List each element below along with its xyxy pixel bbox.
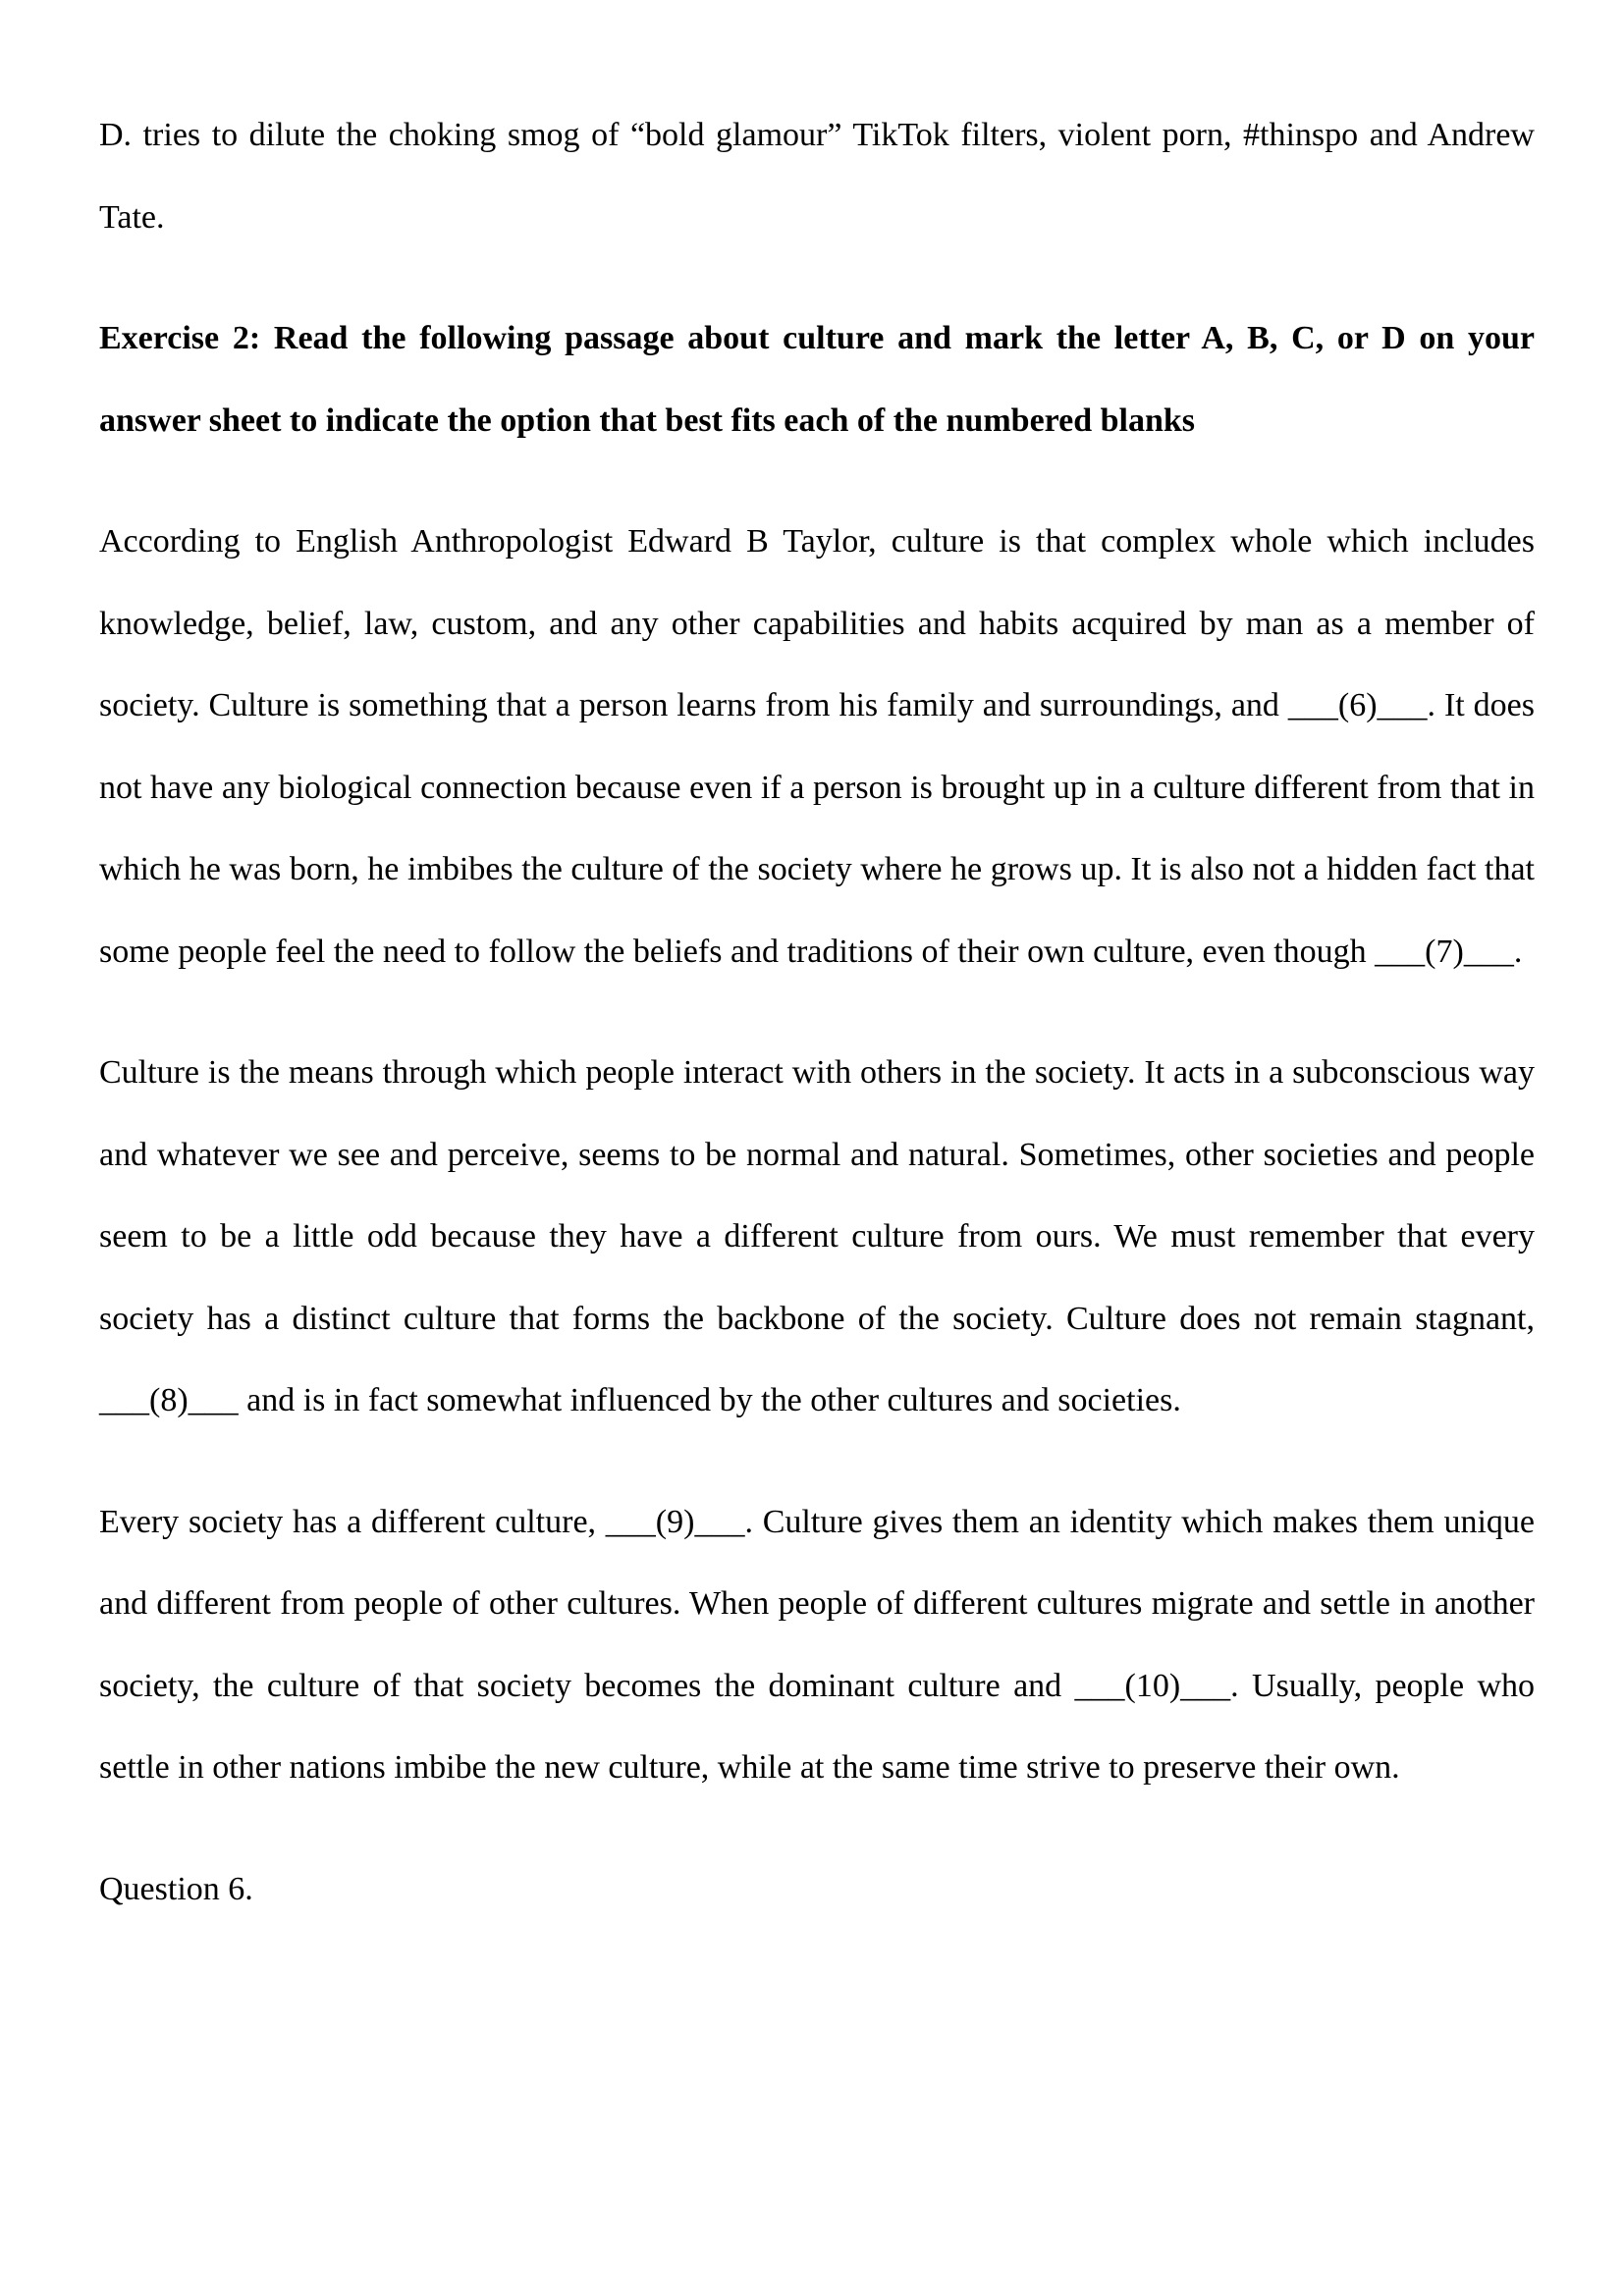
passage-paragraph-3: Every society has a different culture, ___(9)___. Culture gives them an identity which makes them unique and different from people of other cultures. When people of different cultures migrate and settle in another society, the culture of that society becomes the dominant culture and ___(10)___. Usually, people who settle in other nations imbibe the new culture, while at the same time strive to preserve their own. <box>99 1503 1535 1786</box>
passage-paragraph-1: According to English Anthropologist Edward B Taylor, culture is that complex whole which includes knowledge, belief, law, custom, and any other capabilities and habits acquired by man as a member of society. Culture is something that a person learns from his family and surroundings, and ___(6)___. It does not have any biological connection because even if a person is brought up in a culture different from that in which he was born, he imbibes the culture of the society where he grows up. It is also not a hidden fact that some people feel the need to follow the beliefs and traditions of their own culture, even though ___(7)___. <box>99 523 1535 970</box>
passage <box>99 501 1535 1809</box>
question-label: Question 6. <box>99 1870 253 1907</box>
exercise-heading: Exercise 2: Read the following passage about culture and mark the letter A, B, C, or D on your answer sheet to indicate the option that best fits each of the numbered blanks <box>99 320 1535 439</box>
previous-answer-option-d: D. tries to dilute the choking smog of “bold glamour” TikTok filters, violent porn, #thinspo and Andrew Tate. <box>99 117 1535 236</box>
document-page <box>99 94 1535 1930</box>
passage-paragraph-2: Culture is the means through which people interact with others in the society. It acts in a subconscious way and whatever we see and perceive, seems to be normal and natural. Sometimes, other societies and people seem to be a little odd because they have a different culture from ours. We must remember that every society has a distinct culture that forms the backbone of the society. Culture does not remain stagnant, ___(8)___ and is in fact somewhat influenced by the other cultures and societies. <box>99 1054 1535 1418</box>
